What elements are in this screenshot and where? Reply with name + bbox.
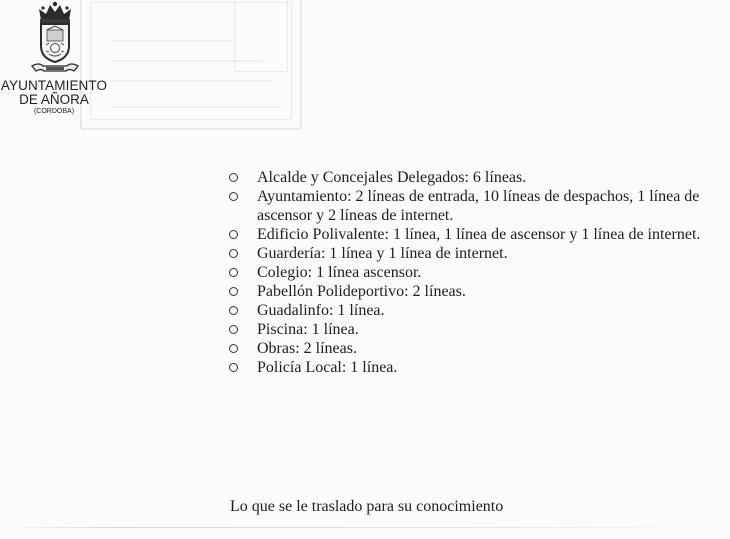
list-item-text: Ayuntamiento: 2 líneas de entrada, 10 líneas de despachos, 1 línea de ascensor y 2 líneas de internet. <box>257 188 700 224</box>
circle-bullet-icon <box>229 325 238 334</box>
logo-name-line2: DE AÑORA <box>19 92 89 108</box>
circle-bullet-icon <box>229 363 238 372</box>
municipal-logo <box>0 0 108 120</box>
circle-bullet-icon <box>229 230 238 239</box>
list-item-text: Guadalinfo: 1 línea. <box>257 302 385 319</box>
list-item <box>228 225 718 244</box>
logo-name-line1: AYUNTAMIENTO <box>0 78 108 93</box>
logo-province: (CORDOBA) <box>33 108 75 116</box>
circle-bullet-icon <box>229 344 238 353</box>
list-item <box>228 263 718 282</box>
circle-bullet-icon <box>229 306 238 315</box>
circle-bullet-icon <box>229 268 238 277</box>
ghost-box <box>234 0 288 72</box>
list-item <box>228 168 718 187</box>
circle-bullet-icon <box>229 173 238 182</box>
circle-bullet-icon <box>229 287 238 296</box>
coat-of-arms-icon <box>29 0 81 78</box>
list-item-text: Piscina: 1 línea. <box>257 321 359 338</box>
list-item <box>228 358 718 377</box>
list-item-text: Edificio Polivalente: 1 línea, 1 línea de ascensor y 1 línea de internet. <box>257 226 701 243</box>
circle-bullet-icon <box>229 192 238 201</box>
list-item-text: Obras: 2 líneas. <box>257 340 357 357</box>
list-item-text: Policía Local: 1 línea. <box>257 359 398 376</box>
list-item <box>228 187 718 225</box>
list-item <box>228 282 718 301</box>
phone-lines-list <box>228 168 718 377</box>
closing-sentence: Lo que se le traslado para su conocimiento <box>230 498 504 515</box>
list-item <box>228 244 718 263</box>
list-item-text: Colegio: 1 línea ascensor. <box>257 264 422 281</box>
list-item-text: Pabellón Polideportivo: 2 líneas. <box>257 283 466 300</box>
list-item-text: Guardería: 1 línea y 1 línea de internet. <box>257 245 508 262</box>
list-item <box>228 320 718 339</box>
list-item <box>228 339 718 358</box>
circle-bullet-icon <box>229 249 238 258</box>
list-item <box>228 301 718 320</box>
page-bottom-edge <box>0 527 730 528</box>
list-item-text: Alcalde y Concejales Delegados: 6 líneas. <box>257 169 527 186</box>
